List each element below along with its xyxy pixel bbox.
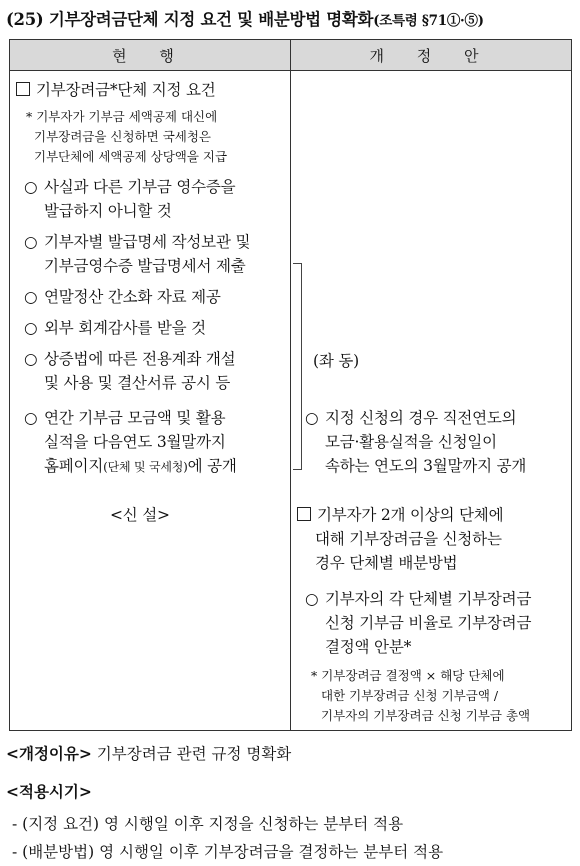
footnote-line: * 기부자가 기부금 세액공제 대신에 [26,109,218,124]
list-item: 발급하지 아니할 것 [44,202,172,220]
list-item: ○ 사실과 다른 기부금 영수증을 [24,178,236,196]
page-title: (25) 기부장려금단체 지정 요건 및 배분방법 명확화(조특령 §71①·⑤) [6,10,484,29]
list-item: 및 사용 및 결산서류 공시 등 [44,374,231,392]
list-item: 모금·활용실적을 신청일이 [325,433,497,451]
list-item: ○ 연말정산 간소화 자료 제공 [24,288,221,306]
section-heading: 기부자가 2개 이상의 단체에 [297,503,503,527]
list-item: 속하는 연도의 3월말까지 공개 [325,457,527,475]
list-item: 결정액 안분* [325,638,412,656]
footnote-line: 대한 기부장려금 신청 기부금액 / [321,688,499,703]
comparison-table [9,39,572,731]
square-bullet-icon [16,82,30,96]
list-item: 실적을 다음연도 3월말까지 [44,433,226,451]
header-proposed: 개 정 안 [291,40,572,71]
list-item: ○ 지정 신청의 경우 직전연도의 [305,409,517,427]
new-provision-label: <신 설> [110,506,170,524]
timing-line: - (배분방법) 영 시행일 이후 기부장려금을 결정하는 분부터 적용 [12,843,444,861]
timing-line: - (지정 요건) 영 시행일 이후 지정을 신청하는 분부터 적용 [12,815,404,833]
proposed-column [291,71,572,731]
list-item: ○ 기부자별 발급명세 작성보관 및 [24,233,251,251]
list-item: 홈페이지(단체 및 국세청)에 공개 [44,457,237,475]
same-as-left: (좌 동) [313,352,359,370]
footnote-line: 기부장려금을 신청하면 국세청은 [34,129,211,144]
section-heading: 기부장려금*단체 지정 요건 [16,78,216,102]
square-bullet-icon [297,507,311,521]
footnote-line: 기부단체에 세액공제 상당액을 지급 [34,149,228,164]
current-column [10,71,291,731]
list-item: 기부금영수증 발급명세서 제출 [44,257,246,275]
section-heading-line: 경우 단체별 배분방법 [315,554,458,572]
law-reference: (조특령 §71①·⑤) [373,13,484,29]
reason-line: <개정이유> 기부장려금 관련 규정 명확화 [6,744,292,763]
section-heading-line: 대해 기부장려금을 신청하는 [315,530,502,548]
timing-label: <적용시기> [6,782,92,801]
list-item: 신청 기부금 비율로 기부장려금 [325,614,532,632]
footnote-line: 기부자의 기부장려금 신청 기부금 총액 [321,708,531,723]
list-item: ○ 연간 기부금 모금액 및 활용 [24,409,226,427]
list-item: ○ 외부 회계감사를 받을 것 [24,319,206,337]
list-item: ○ 기부자의 각 단체별 기부장려금 [305,590,532,608]
header-current: 현 행 [10,40,291,71]
footnote-line: * 기부장려금 결정액 × 해당 단체에 [311,668,505,683]
list-item: ○ 상증법에 따른 전용계좌 개설 [24,350,236,368]
